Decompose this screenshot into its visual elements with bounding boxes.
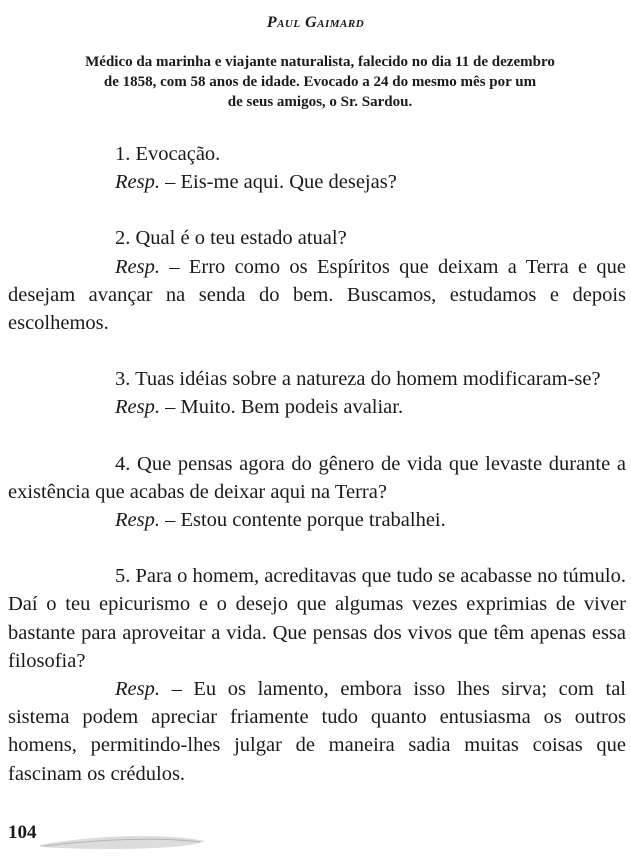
answer-1 [8, 168, 626, 196]
answer-text: – Eu os lamento, embora isso lhes sirva; com tal sistema podem apreciar friamente tudo quanto entusiasma os outros homens, permitindo-lhes julgar de maneira sadia muitas coisas que fascinam os crédulos. [8, 678, 626, 785]
resp-label: Resp. [115, 678, 160, 701]
description-line: Médico da marinha e viajante naturalista, falecido no dia 11 de dezembro [85, 54, 555, 70]
chapter-description [40, 52, 600, 112]
answer-text: – Estou contente porque trabalhei. [159, 509, 446, 532]
answer-2 [8, 253, 626, 338]
resp-label: Resp. [115, 255, 160, 278]
answer-text: – Eis-me aqui. Que desejas? [159, 171, 397, 194]
page-number: 104 [8, 822, 37, 843]
question-3: 3. Tuas idéias sobre a natureza do homem modificaram-se? [115, 368, 601, 391]
answer-3 [8, 393, 626, 421]
description-line: de 1858, com 58 anos de idade. Evocado a 24 do mesmo mês por um [103, 74, 537, 90]
answer-5 [8, 675, 626, 788]
dialogue-body [8, 140, 626, 788]
question-2: 2. Qual é o teu estado atual? [115, 227, 347, 250]
chapter-title: Paul Gaimard [266, 14, 365, 31]
resp-label: Resp. [115, 171, 160, 194]
answer-text: – Muito. Bem podeis avaliar. [159, 396, 404, 419]
answer-4 [8, 506, 626, 534]
description-line: de seus amigos, o Sr. Sardou. [227, 94, 413, 110]
resp-label: Resp. [115, 509, 160, 532]
question-5: 5. Para o homem, acreditavas que tudo se acabasse no túmulo. Daí o teu epicurismo e o desejo que algumas vezes exprimias de viver bastante para aproveitar a vida. Que pensas dos vivos que têm apenas essa filosofia? [8, 565, 626, 672]
answer-text: – Erro como os Espíritos que deixam a Terra e que desejam avançar na senda do bem. Buscamos, estudamos e depois escolhemos. [8, 255, 626, 335]
question-4: 4. Que pensas agora do gênero de vida que levaste durante a existência que acabas de deixar aqui na Terra? [8, 452, 626, 503]
question-1: 1. Evocação. [115, 143, 221, 165]
resp-label: Resp. [115, 396, 160, 419]
footer-swoosh-ornament [0, 815, 631, 857]
